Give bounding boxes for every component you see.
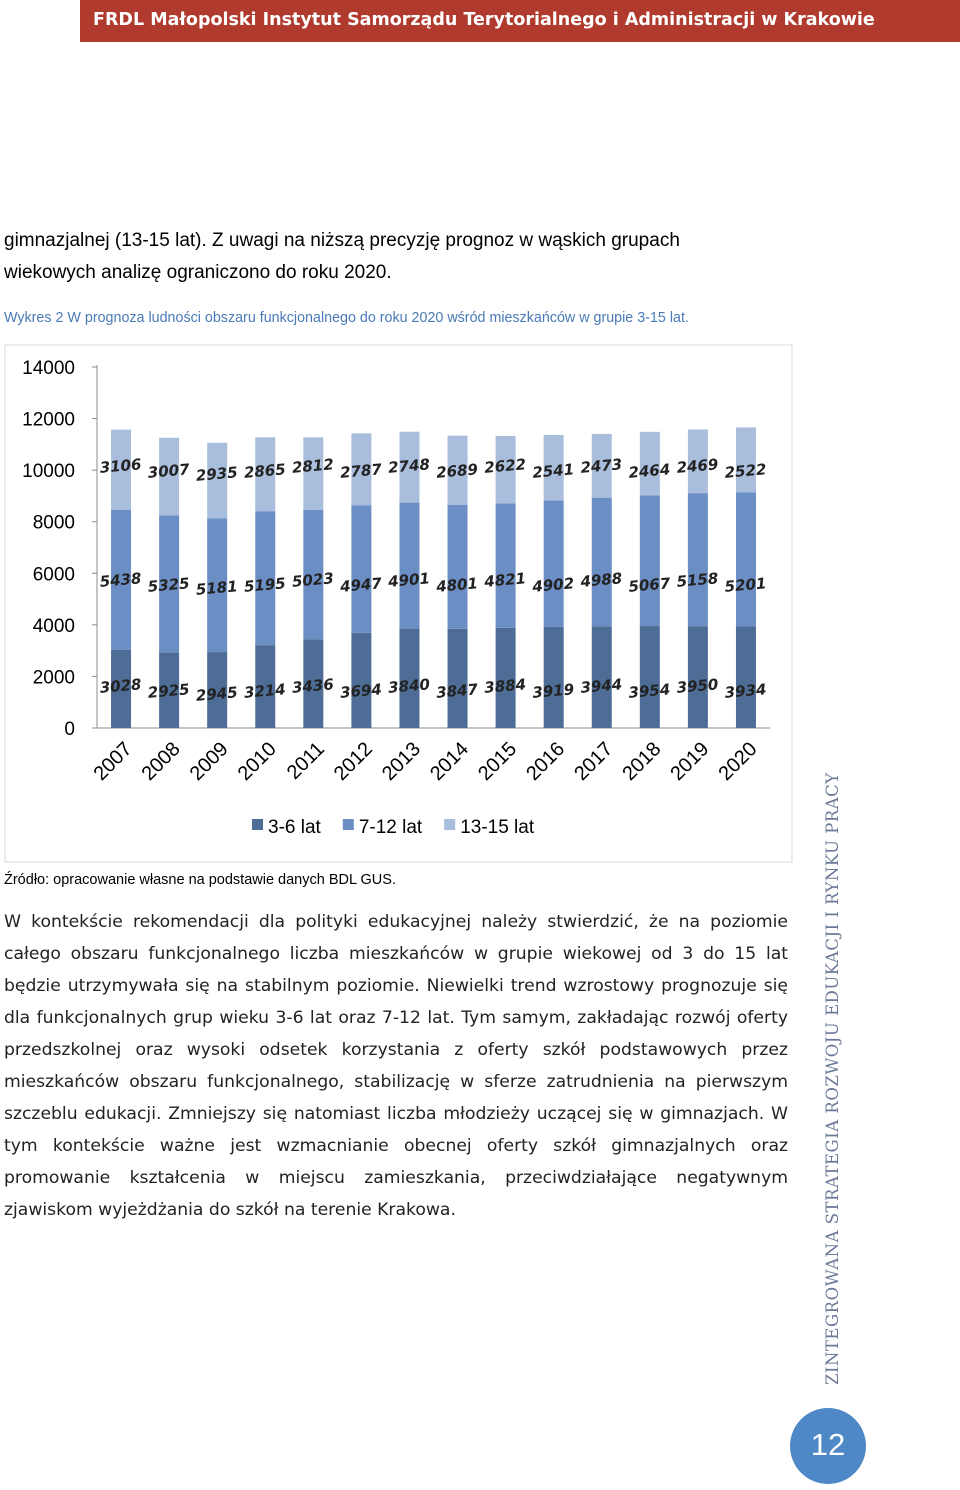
data-label: 3840 xyxy=(387,675,431,697)
data-label: 5201 xyxy=(723,574,768,596)
bar-segment xyxy=(688,493,708,626)
data-label: 5067 xyxy=(627,574,671,596)
data-label: 5158 xyxy=(675,569,720,591)
x-tick-label: 2009 xyxy=(185,737,233,786)
data-label: 5181 xyxy=(195,577,239,599)
header-title: FRDL Małopolski Instytut Samorządu Terytorialnego i Administracji w Krakowie xyxy=(93,10,875,30)
chart-source: Źródło: opracowanie własne na podstawie danych BDL GUS. xyxy=(4,872,396,888)
bar-segment xyxy=(736,427,756,492)
data-label: 4801 xyxy=(435,574,479,596)
intro-line-2: wiekowych analizę ograniczono do roku 2020. xyxy=(4,262,392,283)
data-label: 3214 xyxy=(243,680,287,702)
data-label: 3919 xyxy=(531,680,575,702)
intro-line-1: gimnazjalnej (13-15 lat). Z uwagi na niższą precyzję prognoz w wąskich grupach xyxy=(4,230,680,251)
data-label: 3436 xyxy=(291,675,335,697)
legend-swatch xyxy=(343,819,354,830)
chart-area xyxy=(5,345,792,862)
legend-label: 7-12 lat xyxy=(358,817,423,838)
data-label: 5438 xyxy=(99,569,143,591)
x-tick-label: 2018 xyxy=(618,737,666,786)
data-label: 2689 xyxy=(435,460,479,482)
bar-segment xyxy=(544,501,564,627)
legend-label: 3-6 lat xyxy=(268,817,321,838)
data-label: 2469 xyxy=(675,455,720,477)
data-label: 2787 xyxy=(339,460,383,482)
data-label: 2945 xyxy=(195,683,239,705)
bar-segment xyxy=(448,505,468,629)
data-label: 2865 xyxy=(243,460,287,482)
legend-swatch xyxy=(444,819,455,830)
side-banner-text: ZINTEGROWANA STRATEGIA ROZWOJU EDUKACJI I RYNKU PRACY xyxy=(823,772,842,1385)
y-tick-label: 12000 xyxy=(22,409,75,431)
x-tick-label: 2014 xyxy=(426,737,474,786)
data-label: 2925 xyxy=(147,680,191,702)
bar-segment xyxy=(736,492,756,626)
data-label: 3954 xyxy=(627,680,671,702)
data-label: 2473 xyxy=(579,455,623,477)
bar-segment xyxy=(399,503,419,629)
data-label: 5325 xyxy=(147,574,191,596)
y-tick-label: 2000 xyxy=(32,667,75,689)
data-label: 4988 xyxy=(579,569,623,591)
y-tick-label: 10000 xyxy=(22,461,75,483)
y-tick-label: 14000 xyxy=(22,358,75,379)
bar-segment xyxy=(496,504,516,628)
data-label: 3884 xyxy=(483,675,527,697)
bar-segment xyxy=(592,498,612,627)
x-tick-label: 2010 xyxy=(233,737,281,786)
data-label: 4901 xyxy=(387,569,431,591)
bar-segment xyxy=(448,629,468,728)
data-label: 4947 xyxy=(339,574,383,596)
data-label: 3007 xyxy=(147,460,191,482)
x-tick-label: 2008 xyxy=(137,737,185,786)
data-label: 3950 xyxy=(675,675,720,697)
data-label: 5195 xyxy=(243,574,287,596)
data-label: 2464 xyxy=(627,460,671,482)
data-label: 3694 xyxy=(339,680,383,702)
x-tick-label: 2017 xyxy=(570,737,618,786)
data-label: 5023 xyxy=(291,569,335,591)
y-tick-label: 6000 xyxy=(32,564,75,586)
data-label: 2522 xyxy=(723,460,768,482)
data-label: 2935 xyxy=(195,463,239,485)
page-header xyxy=(80,0,960,42)
data-label: 4821 xyxy=(483,569,527,591)
x-tick-label: 2012 xyxy=(329,737,377,786)
data-label: 2812 xyxy=(291,455,335,477)
stacked-bar-chart xyxy=(0,340,960,865)
y-tick-label: 0 xyxy=(64,719,75,740)
x-tick-label: 2007 xyxy=(89,737,137,786)
data-label: 4902 xyxy=(531,574,575,596)
x-tick-label: 2015 xyxy=(474,737,522,786)
data-label: 2622 xyxy=(483,455,527,477)
x-tick-label: 2020 xyxy=(714,737,762,786)
legend-swatch xyxy=(252,819,263,830)
page-number-badge xyxy=(790,1408,866,1484)
x-tick-label: 2019 xyxy=(666,737,714,786)
x-tick-label: 2016 xyxy=(522,737,570,786)
data-label: 3106 xyxy=(99,455,143,477)
bar-segment xyxy=(640,495,660,626)
body-paragraph: W kontekście rekomendacji dla polityki edukacyjnej należy stwierdzić, że na poziomie całego obszaru funkcjonalnego liczba mieszkańców w grupie wiekowej od 3 do 15 lat będzie utrzymywała się na stabilnym poziomie. Niewielki trend wzrostowy prognozuje się dla funkcjonalnych grup wieku 3-6 lat oraz 7-12 lat. Tym samym, zakładając rozwój oferty przedszkolnej oraz wysoki odsetek korzystania z oferty szkół podstawowych przez mieszkańców obszaru funkcjonalnego, stabilizację w sferze zatrudnienia na pierwszym szczeblu edukacji. Zmniejszy się natomiast liczba młodzieży uczącej się w gimnazjach. W tym kontekście ważne jest wzmacnianie obecnej oferty szkół gimnazjalnych oraz promowanie kształcenia w miejscu zamieszkania, przeciwdziałające negatywnym zjawiskom wyjeżdżania do szkół na terenie Krakowa. xyxy=(4,912,788,1220)
data-label: 3847 xyxy=(435,680,479,702)
data-label: 3934 xyxy=(723,680,768,702)
x-tick-label: 2011 xyxy=(282,737,329,784)
data-label: 2748 xyxy=(387,455,431,477)
data-label: 3028 xyxy=(99,675,143,697)
y-tick-label: 8000 xyxy=(32,512,75,534)
x-tick-label: 2013 xyxy=(377,737,425,786)
legend-label: 13-15 lat xyxy=(460,817,535,838)
y-tick-label: 4000 xyxy=(32,615,75,637)
bar-segment xyxy=(640,626,660,728)
bar-segment xyxy=(544,627,564,728)
bar-segment xyxy=(736,627,756,728)
data-label: 2541 xyxy=(531,460,575,482)
bar-segment xyxy=(351,505,371,633)
page-number: 12 xyxy=(810,1427,846,1462)
chart-caption: Wykres 2 W prognoza ludności obszaru funkcjonalnego do roku 2020 wśród mieszkańców w grupie 3-15 lat. xyxy=(4,310,689,326)
data-label: 3944 xyxy=(579,675,623,697)
